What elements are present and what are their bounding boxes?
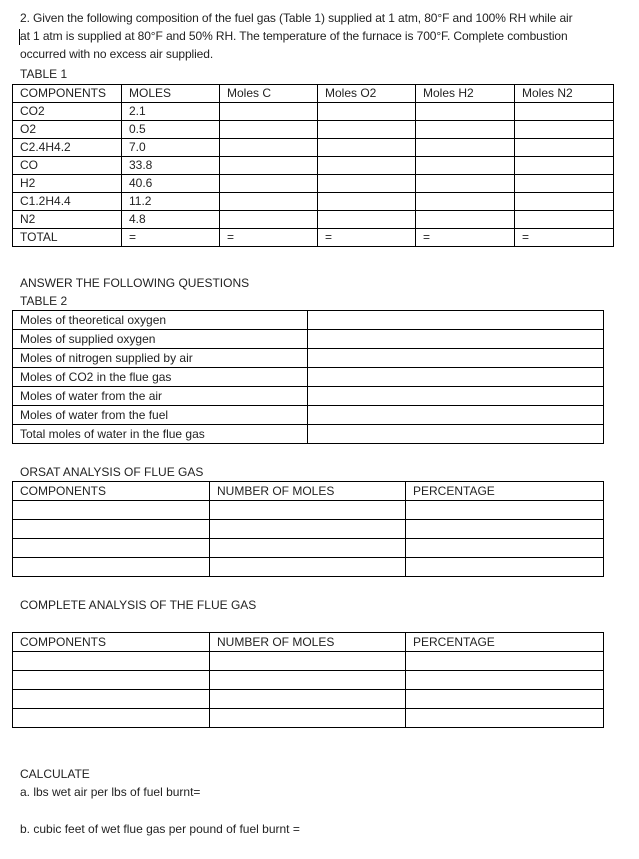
table2-title: TABLE 2: [20, 294, 68, 308]
question-label: Moles of water from the air: [13, 387, 308, 406]
blank-cell[interactable]: [406, 520, 604, 539]
blank-cell[interactable]: [406, 709, 604, 728]
table-row: [13, 157, 614, 175]
blank-cell[interactable]: [416, 103, 515, 121]
component-cell: N2: [13, 211, 122, 229]
moles-cell: 4.8: [122, 211, 220, 229]
blank-cell[interactable]: [318, 193, 416, 211]
header-number-of-moles: NUMBER OF MOLES: [210, 633, 406, 652]
blank-cell[interactable]: [416, 157, 515, 175]
total-moles[interactable]: =: [122, 229, 220, 247]
question-label: Moles of water from the fuel: [13, 406, 308, 425]
table-header-row: [13, 633, 604, 652]
component-cell: CO: [13, 157, 122, 175]
blank-cell[interactable]: [318, 121, 416, 139]
problem-statement: [20, 9, 635, 63]
table-row: [13, 175, 614, 193]
blank-cell[interactable]: [210, 709, 406, 728]
blank-cell[interactable]: [515, 121, 614, 139]
answer-cell[interactable]: [308, 349, 604, 368]
header-percentage: PERCENTAGE: [406, 633, 604, 652]
blank-cell[interactable]: [515, 211, 614, 229]
total-moles-o2[interactable]: =: [318, 229, 416, 247]
problem-line-2: at 1 atm is supplied at 80°F and 50% RH. The temperature of the furnace is 700°F. Complete combustion: [20, 29, 568, 43]
table-header-row: [13, 482, 604, 501]
table-row: [13, 501, 604, 520]
blank-cell[interactable]: [515, 103, 614, 121]
table-row: [13, 520, 604, 539]
answer-cell[interactable]: [308, 330, 604, 349]
blank-cell[interactable]: [13, 501, 210, 520]
orsat-table: [12, 481, 604, 577]
table-row: [13, 425, 604, 444]
answer-cell[interactable]: [308, 311, 604, 330]
orsat-heading: ORSAT ANALYSIS OF FLUE GAS: [20, 465, 204, 479]
table-row: [13, 652, 604, 671]
blank-cell[interactable]: [210, 690, 406, 709]
moles-cell: 40.6: [122, 175, 220, 193]
table-row: [13, 103, 614, 121]
header-moles: MOLES: [122, 85, 220, 103]
table-row: [13, 368, 604, 387]
blank-cell[interactable]: [220, 157, 318, 175]
blank-cell[interactable]: [220, 211, 318, 229]
blank-cell[interactable]: [13, 671, 210, 690]
blank-cell[interactable]: [13, 709, 210, 728]
table-row: [13, 330, 604, 349]
table-row: [13, 539, 604, 558]
blank-cell[interactable]: [406, 652, 604, 671]
blank-cell[interactable]: [220, 175, 318, 193]
table-row: [13, 211, 614, 229]
complete-heading: COMPLETE ANALYSIS OF THE FLUE GAS: [20, 598, 257, 612]
answer-cell[interactable]: [308, 368, 604, 387]
question-label: Total moles of water in the flue gas: [13, 425, 308, 444]
blank-cell[interactable]: [210, 558, 406, 577]
complete-analysis-table: [12, 632, 604, 728]
blank-cell[interactable]: [406, 690, 604, 709]
header-moles-h2: Moles H2: [416, 85, 515, 103]
total-moles-h2[interactable]: =: [416, 229, 515, 247]
blank-cell[interactable]: [406, 671, 604, 690]
component-cell: C1.2H4.4: [13, 193, 122, 211]
moles-cell: 7.0: [122, 139, 220, 157]
fuel-composition-table: [12, 84, 614, 247]
blank-cell[interactable]: [515, 193, 614, 211]
blank-cell[interactable]: [13, 558, 210, 577]
blank-cell[interactable]: [406, 501, 604, 520]
moles-cell: 11.2: [122, 193, 220, 211]
blank-cell[interactable]: [318, 175, 416, 193]
table-row: [13, 690, 604, 709]
answer-cell[interactable]: [308, 387, 604, 406]
header-components: COMPONENTS: [13, 482, 210, 501]
blank-cell[interactable]: [210, 539, 406, 558]
blank-cell[interactable]: [318, 139, 416, 157]
question-label: Moles of supplied oxygen: [13, 330, 308, 349]
table-row: [13, 709, 604, 728]
blank-cell[interactable]: [220, 121, 318, 139]
header-moles-c: Moles C: [220, 85, 318, 103]
table1-title: TABLE 1: [20, 67, 68, 81]
header-percentage: PERCENTAGE: [406, 482, 604, 501]
blank-cell[interactable]: [416, 193, 515, 211]
blank-cell[interactable]: [416, 175, 515, 193]
table-row: [13, 387, 604, 406]
calculate-item-a: a. lbs wet air per lbs of fuel burnt=: [20, 785, 201, 799]
table-row: [13, 311, 604, 330]
table-row: [13, 121, 614, 139]
table-row: [13, 406, 604, 425]
total-row: [13, 229, 614, 247]
blank-cell[interactable]: [416, 121, 515, 139]
header-moles-o2: Moles O2: [318, 85, 416, 103]
component-cell: O2: [13, 121, 122, 139]
blank-cell[interactable]: [210, 520, 406, 539]
table-header-row: [13, 85, 614, 103]
moles-cell: 33.8: [122, 157, 220, 175]
table-row: [13, 139, 614, 157]
total-label: TOTAL: [13, 229, 122, 247]
blank-cell[interactable]: [515, 175, 614, 193]
component-cell: H2: [13, 175, 122, 193]
component-cell: C2.4H4.2: [13, 139, 122, 157]
blank-cell[interactable]: [515, 157, 614, 175]
total-moles-c[interactable]: =: [220, 229, 318, 247]
header-components: COMPONENTS: [13, 633, 210, 652]
blank-cell[interactable]: [13, 520, 210, 539]
header-components: COMPONENTS: [13, 85, 122, 103]
blank-cell[interactable]: [220, 193, 318, 211]
component-cell: CO2: [13, 103, 122, 121]
blank-cell[interactable]: [210, 671, 406, 690]
calculate-heading: CALCULATE: [20, 767, 90, 781]
question-label: Moles of nitrogen supplied by air: [13, 349, 308, 368]
blank-cell[interactable]: [318, 157, 416, 175]
blank-cell[interactable]: [220, 103, 318, 121]
calculate-item-b: b. cubic feet of wet flue gas per pound of fuel burnt =: [20, 822, 300, 836]
header-number-of-moles: NUMBER OF MOLES: [210, 482, 406, 501]
text-cursor: [19, 29, 20, 45]
problem-line-1: 2. Given the following composition of the fuel gas (Table 1) supplied at 1 atm, 80°F and 100% RH while air: [20, 11, 573, 25]
table-row: [13, 349, 604, 368]
blank-cell[interactable]: [318, 103, 416, 121]
table-row: [13, 671, 604, 690]
question-label: Moles of CO2 in the flue gas: [13, 368, 308, 387]
blank-cell[interactable]: [210, 501, 406, 520]
blank-cell[interactable]: [13, 690, 210, 709]
moles-cell: 0.5: [122, 121, 220, 139]
total-moles-n2[interactable]: =: [515, 229, 614, 247]
blank-cell[interactable]: [318, 211, 416, 229]
blank-cell[interactable]: [220, 139, 318, 157]
table-row: [13, 193, 614, 211]
blank-cell[interactable]: [13, 652, 210, 671]
question-label: Moles of theoretical oxygen: [13, 311, 308, 330]
blank-cell[interactable]: [13, 539, 210, 558]
problem-line-3: occurred with no excess air supplied.: [20, 47, 214, 61]
blank-cell[interactable]: [210, 652, 406, 671]
blank-cell[interactable]: [406, 558, 604, 577]
header-moles-n2: Moles N2: [515, 85, 614, 103]
questions-heading: ANSWER THE FOLLOWING QUESTIONS: [20, 276, 250, 290]
answer-cell[interactable]: [308, 425, 604, 444]
questions-table: [12, 310, 604, 444]
table-row: [13, 558, 604, 577]
blank-cell[interactable]: [416, 139, 515, 157]
blank-cell[interactable]: [416, 211, 515, 229]
moles-cell: 2.1: [122, 103, 220, 121]
answer-cell[interactable]: [308, 406, 604, 425]
blank-cell[interactable]: [406, 539, 604, 558]
blank-cell[interactable]: [515, 139, 614, 157]
